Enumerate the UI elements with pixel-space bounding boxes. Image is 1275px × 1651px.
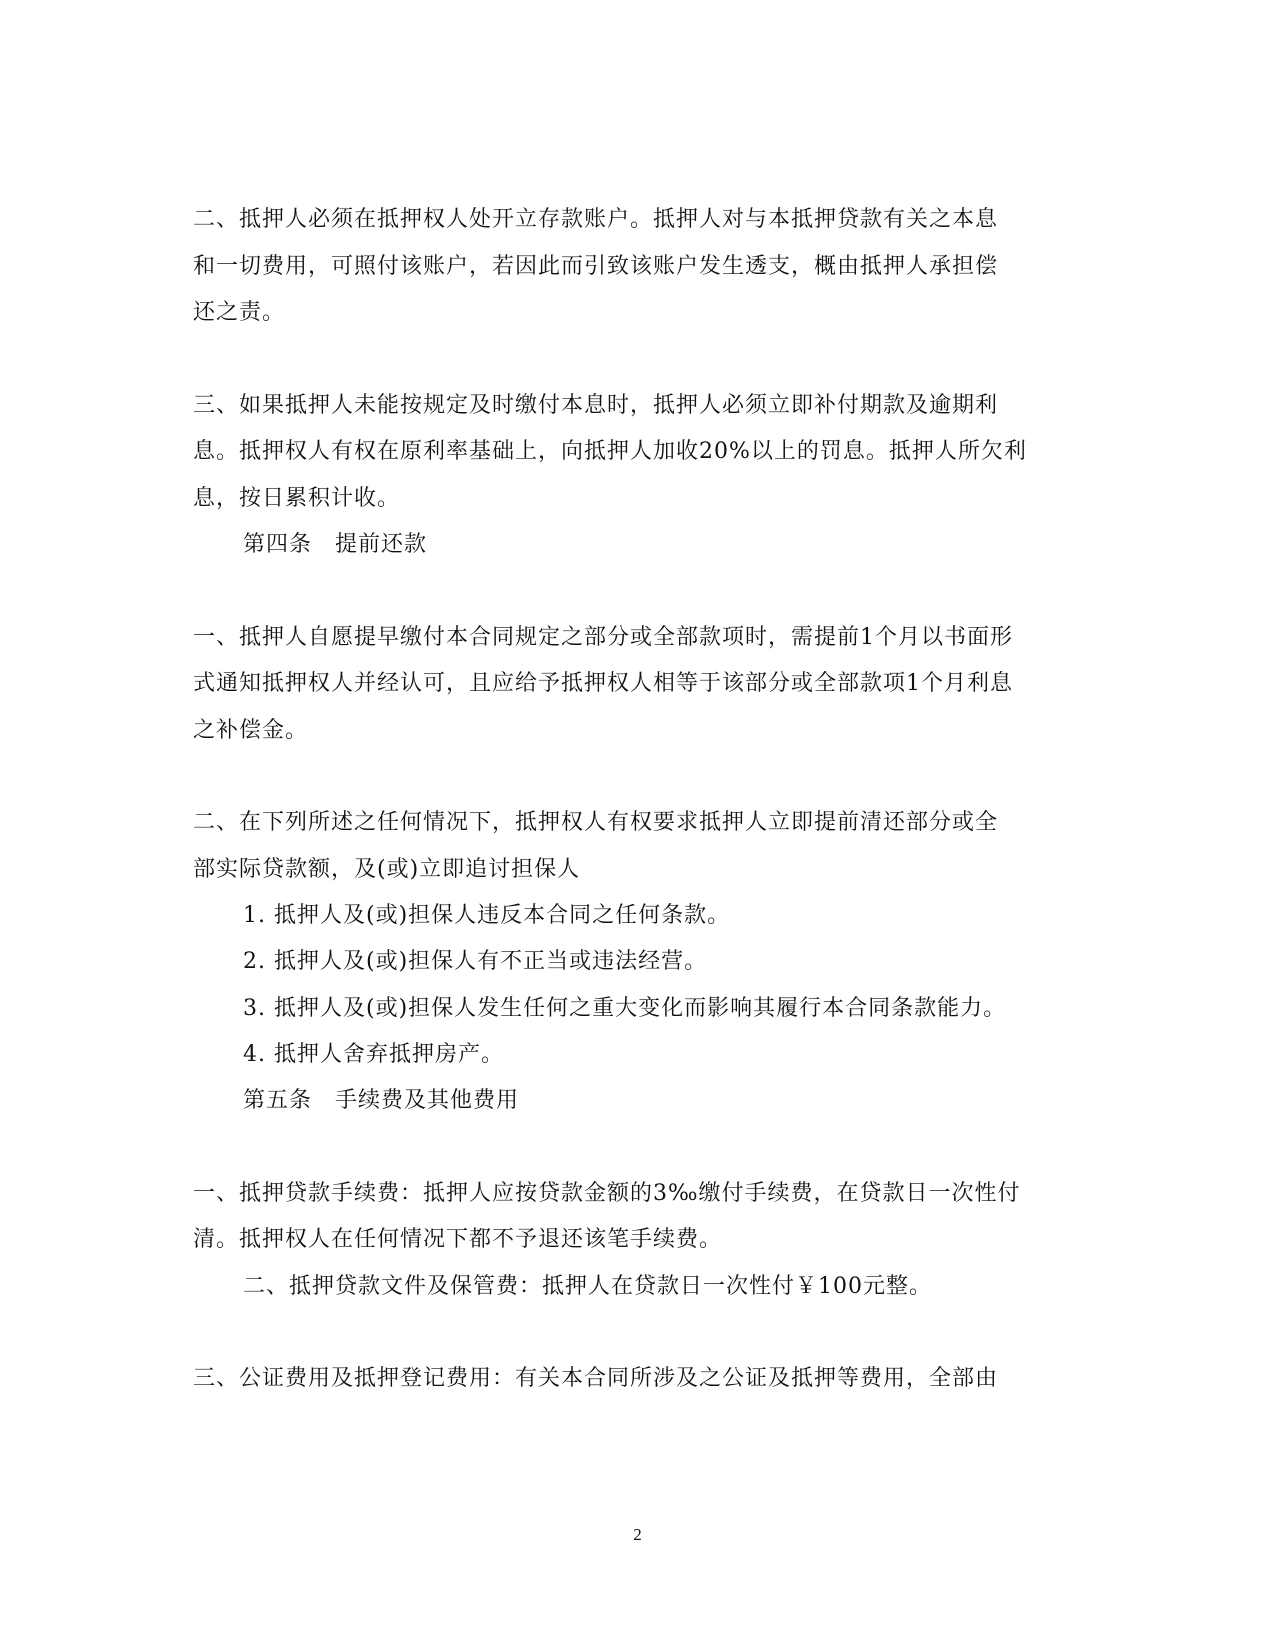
text-line: 一、抵押人自愿提早缴付本合同规定之部分或全部款项时，需提前1个月以书面形 bbox=[193, 625, 1013, 650]
list-item: 3. 抵押人及(或)担保人发生任何之重大变化而影响其履行本合同条款能力。 bbox=[243, 996, 1007, 1021]
text-line: 息，按日累积计收。 bbox=[193, 486, 401, 511]
text-line: 三、如果抵押人未能按规定及时缴付本息时，抵押人必须立即补付期款及逾期利 bbox=[193, 393, 999, 418]
section-heading: 第四条 提前还款 bbox=[243, 532, 428, 557]
text-line: 二、在下列所述之任何情况下，抵押权人有权要求抵押人立即提前清还部分或全 bbox=[193, 810, 999, 835]
text-line: 一、抵押贷款手续费：抵押人应按贷款金额的3‰缴付手续费，在贷款日一次性付 bbox=[193, 1181, 1021, 1206]
text-line: 二、抵押人必须在抵押权人处开立存款账户。抵押人对与本抵押贷款有关之本息 bbox=[193, 207, 999, 232]
list-item: 1. 抵押人及(或)担保人违反本合同之任何条款。 bbox=[243, 903, 731, 928]
text-line: 和一切费用，可照付该账户，若因此而引致该账户发生透支，概由抵押人承担偿 bbox=[193, 254, 999, 279]
list-item: 4. 抵押人舍弃抵押房产。 bbox=[243, 1042, 504, 1067]
text-line: 之补偿金。 bbox=[193, 718, 309, 743]
text-line: 式通知抵押权人并经认可，且应给予抵押权人相等于该部分或全部款项1个月利息 bbox=[193, 671, 1013, 696]
text-line: 三、公证费用及抵押登记费用：有关本合同所涉及之公证及抵押等费用，全部由 bbox=[193, 1366, 999, 1391]
text-line: 息。抵押权人有权在原利率基础上，向抵押人加收20%以上的罚息。抵押人所欠利 bbox=[193, 439, 1027, 464]
list-item: 2. 抵押人及(或)担保人有不正当或违法经营。 bbox=[243, 949, 708, 974]
text-line: 二、抵押贷款文件及保管费：抵押人在贷款日一次性付￥100元整。 bbox=[243, 1274, 932, 1299]
text-line: 还之责。 bbox=[193, 300, 286, 325]
section-heading: 第五条 手续费及其他费用 bbox=[243, 1088, 520, 1113]
page-number: 2 bbox=[633, 1525, 642, 1544]
text-line: 清。抵押权人在任何情况下都不予退还该笔手续费。 bbox=[193, 1227, 723, 1252]
text-line: 部实际贷款额，及(或)立即追讨担保人 bbox=[193, 857, 581, 882]
